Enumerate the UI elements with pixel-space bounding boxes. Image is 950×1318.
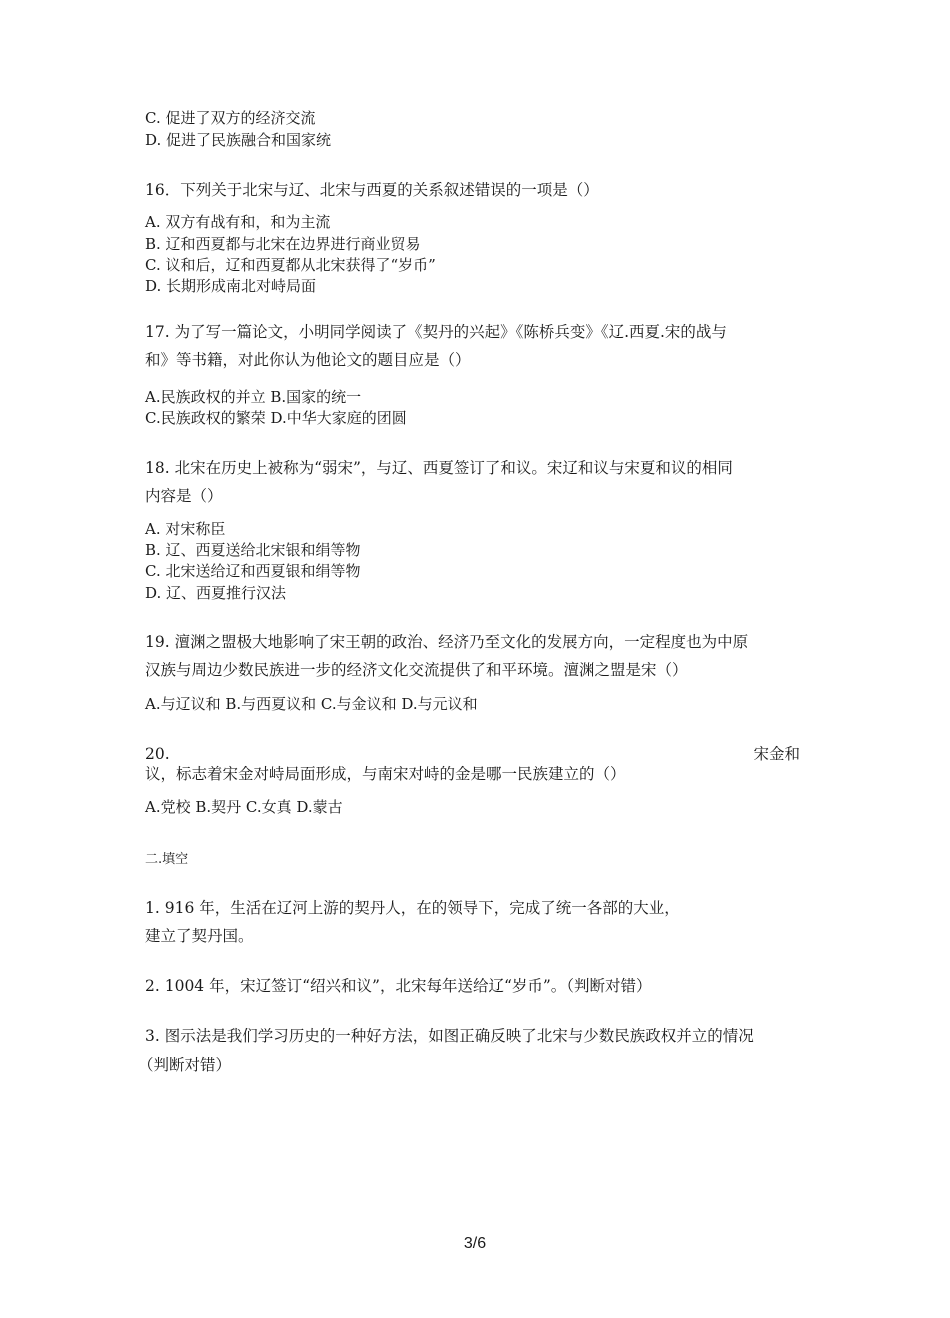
fill-3-line-1: 3. 图示法是我们学习历史的一种好方法，如图正确反映了北宋与少数民族政权并立的情况 [145, 1027, 754, 1045]
question-20-right-text: 宋金和 [753, 745, 800, 763]
question-19-line-1: 19. 澶渊之盟极大地影响了宋王朝的政治、经济乃至文化的发展方向，一定程度也为中原 [145, 633, 749, 651]
q16-option-c: C. 议和后，辽和西夏都从北宋获得了“岁币” [145, 256, 436, 274]
option-c: C. 促进了双方的经济交流 [145, 109, 316, 127]
option-d: D. 促进了民族融合和国家统 [145, 131, 332, 149]
q20-options: A.党校 B.契丹 C.女真 D.蒙古 [145, 798, 343, 816]
q18-option-c: C. 北宋送给辽和西夏银和绢等物 [145, 562, 361, 580]
question-20-number: 20. [145, 745, 170, 763]
question-17-line-2: 和》等书籍，对此你认为他论文的题目应是（） [145, 351, 471, 369]
question-20-line-2: 议，标志着宋金对峙局面形成，与南宋对峙的金是哪一民族建立的（） [145, 765, 626, 783]
fill-2: 2. 1004 年，宋辽签订“绍兴和议”，北宋每年送给辽“岁币”。（判断对错） [145, 977, 652, 995]
q18-option-b: B. 辽、西夏送给北宋银和绢等物 [145, 541, 361, 559]
question-18-line-1: 18. 北宋在历史上被称为“弱宋”，与辽、西夏签订了和议。宋辽和议与宋夏和议的相同 [145, 459, 733, 477]
section-heading-fill-in: 二.填空 [145, 852, 189, 867]
q18-option-a: A. 对宋称臣 [145, 520, 226, 538]
q17-options-cd: C.民族政权的繁荣 D.中华大家庭的团圆 [145, 409, 407, 427]
question-17-line-1: 17. 为了写一篇论文，小明同学阅读了《契丹的兴起》《陈桥兵变》《辽.西夏.宋的战与 [145, 323, 727, 341]
q16-option-d: D. 长期形成南北对峙局面 [145, 277, 317, 295]
question-19-line-2: 汉族与周边少数民族进一步的经济文化交流提供了和平环境。澶渊之盟是宋（） [145, 661, 688, 679]
question-16: 16．下列关于北宋与辽、北宋与西夏的关系叙述错误的一项是（） [145, 181, 599, 199]
fill-1-line-2: 建立了契丹国。 [145, 927, 254, 945]
page-number: 3/6 [463, 1235, 487, 1252]
q16-option-a: A. 双方有战有和，和为主流 [145, 213, 331, 231]
fill-1-line-1: 1. 916 年，生活在辽河上游的契丹人，在的领导下，完成了统一各部的大业， [145, 899, 680, 917]
q17-options-ab: A.民族政权的并立 B.国家的统一 [145, 388, 362, 406]
question-18-line-2: 内容是（） [145, 487, 223, 505]
q18-option-d: D. 辽、西夏推行汉法 [145, 584, 287, 602]
fill-3-line-2: （判断对错） [138, 1056, 232, 1074]
q19-options: A.与辽议和 B.与西夏议和 C.与金议和 D.与元议和 [145, 695, 478, 713]
q16-option-b: B. 辽和西夏都与北宋在边界进行商业贸易 [145, 235, 421, 253]
